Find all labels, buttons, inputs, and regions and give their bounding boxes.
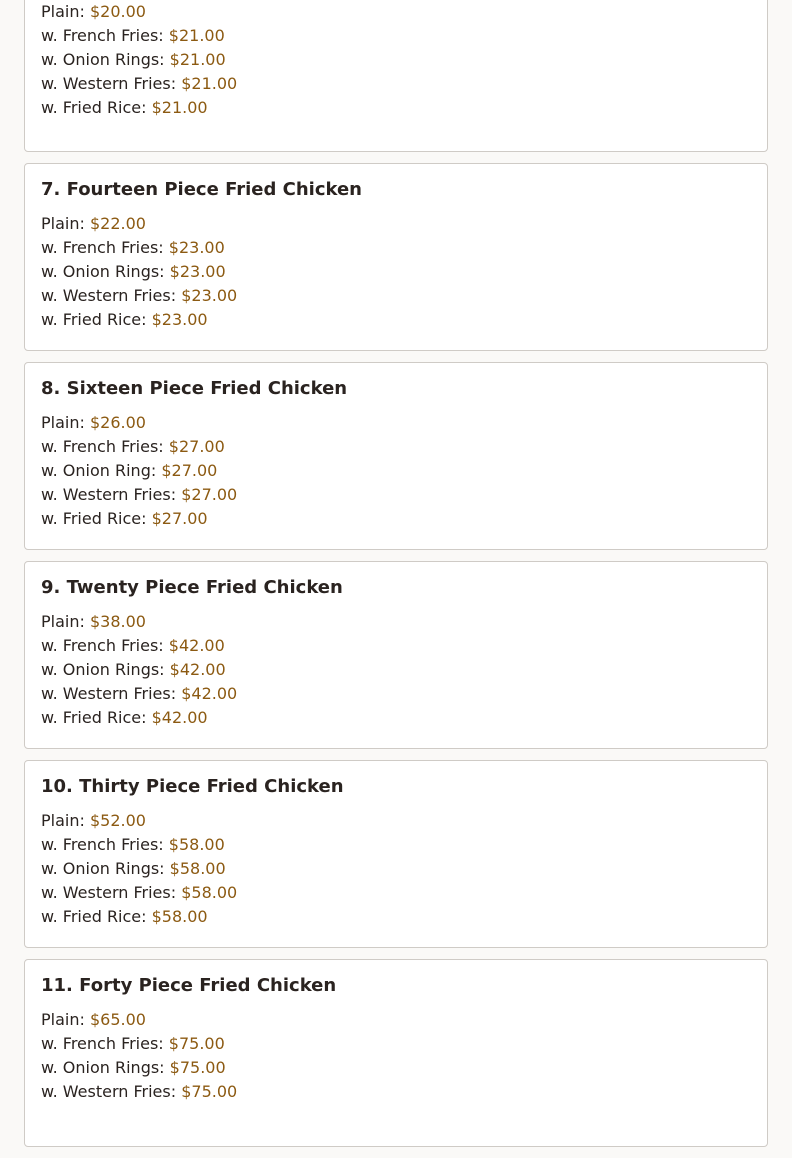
option-label: w. Western Fries: xyxy=(41,883,177,902)
option-label: Plain: xyxy=(41,1010,85,1029)
option-price: $58.00 xyxy=(168,835,225,854)
menu-option xyxy=(41,1032,751,1056)
menu-item-title: 9. Twenty Piece Fried Chicken xyxy=(41,577,343,598)
menu-option xyxy=(41,706,751,730)
menu-option xyxy=(41,72,751,96)
option-label: w. Fried Rice: xyxy=(41,907,147,926)
option-price: $42.00 xyxy=(151,708,208,727)
option-label: w. French Fries: xyxy=(41,835,164,854)
option-price: $38.00 xyxy=(89,612,146,631)
menu-option xyxy=(41,284,751,308)
option-label: Plain: xyxy=(41,214,85,233)
option-price: $23.00 xyxy=(181,286,238,305)
option-price: $42.00 xyxy=(169,660,226,679)
menu-option xyxy=(41,809,751,833)
option-price: $21.00 xyxy=(181,74,238,93)
option-price: $75.00 xyxy=(169,1058,226,1077)
menu-option xyxy=(41,260,751,284)
menu-option xyxy=(41,634,751,658)
option-price: $27.00 xyxy=(151,509,208,528)
option-price: $23.00 xyxy=(151,310,208,329)
option-price: $27.00 xyxy=(181,485,238,504)
option-price: $58.00 xyxy=(181,883,238,902)
menu-item-title: 11. Forty Piece Fried Chicken xyxy=(41,975,337,996)
menu-option xyxy=(41,1080,751,1104)
option-price: $27.00 xyxy=(161,461,218,480)
menu-item-card xyxy=(24,561,768,749)
option-label: w. French Fries: xyxy=(41,1034,164,1053)
menu-item-card xyxy=(24,163,768,351)
option-label: w. Western Fries: xyxy=(41,286,177,305)
option-label: w. French Fries: xyxy=(41,437,164,456)
option-price: $23.00 xyxy=(168,238,225,257)
menu-option xyxy=(41,507,751,531)
option-label: w. Onion Ring: xyxy=(41,461,157,480)
option-price: $58.00 xyxy=(151,907,208,926)
menu-option xyxy=(41,483,751,507)
option-label: w. French Fries: xyxy=(41,26,164,45)
option-label: w. Onion Rings: xyxy=(41,859,165,878)
option-label: w. Onion Rings: xyxy=(41,50,165,69)
option-label: w. Western Fries: xyxy=(41,485,177,504)
option-price: $26.00 xyxy=(89,413,146,432)
option-label: w. Western Fries: xyxy=(41,684,177,703)
option-label: w. Fried Rice: xyxy=(41,509,147,528)
menu-item-card xyxy=(24,362,768,550)
option-price: $21.00 xyxy=(168,26,225,45)
menu-option xyxy=(41,48,751,72)
menu-option xyxy=(41,1056,751,1080)
menu-option xyxy=(41,411,751,435)
option-label: w. Onion Rings: xyxy=(41,1058,165,1077)
menu-option xyxy=(41,96,751,120)
option-price: $65.00 xyxy=(89,1010,146,1029)
option-price: $23.00 xyxy=(169,262,226,281)
menu-option xyxy=(41,682,751,706)
option-label: Plain: xyxy=(41,2,85,21)
option-label: w. Onion Rings: xyxy=(41,262,165,281)
option-label: w. Fried Rice: xyxy=(41,310,147,329)
menu-item-title: 8. Sixteen Piece Fried Chicken xyxy=(41,378,348,399)
menu-option xyxy=(41,236,751,260)
option-price: $27.00 xyxy=(168,437,225,456)
menu-option xyxy=(41,881,751,905)
menu-option xyxy=(41,857,751,881)
option-price: $21.00 xyxy=(169,50,226,69)
menu-item-card xyxy=(24,760,768,948)
option-label: w. French Fries: xyxy=(41,238,164,257)
option-label: Plain: xyxy=(41,811,85,830)
option-label: Plain: xyxy=(41,413,85,432)
option-label: w. Fried Rice: xyxy=(41,708,147,727)
menu-option xyxy=(41,459,751,483)
menu-option xyxy=(41,905,751,929)
menu-option xyxy=(41,308,751,332)
option-price: $42.00 xyxy=(168,636,225,655)
menu-list xyxy=(24,0,768,1158)
menu-option xyxy=(41,24,751,48)
menu-item-card xyxy=(24,0,768,152)
menu-item-title: 7. Fourteen Piece Fried Chicken xyxy=(41,179,362,200)
option-price: $75.00 xyxy=(168,1034,225,1053)
option-price: $52.00 xyxy=(89,811,146,830)
menu-option xyxy=(41,658,751,682)
option-price: $21.00 xyxy=(151,98,208,117)
menu-option xyxy=(41,610,751,634)
option-price: $42.00 xyxy=(181,684,238,703)
menu-item-title: 10. Thirty Piece Fried Chicken xyxy=(41,776,344,797)
option-label: w. Western Fries: xyxy=(41,74,177,93)
option-price: $75.00 xyxy=(181,1082,238,1101)
option-price: $22.00 xyxy=(89,214,146,233)
option-price: $58.00 xyxy=(169,859,226,878)
menu-item-card xyxy=(24,959,768,1147)
option-label: w. Western Fries: xyxy=(41,1082,177,1101)
menu-option xyxy=(41,833,751,857)
option-price: $20.00 xyxy=(89,2,146,21)
menu-option xyxy=(41,0,751,24)
menu-option xyxy=(41,212,751,236)
menu-option xyxy=(41,435,751,459)
option-label: w. Fried Rice: xyxy=(41,98,147,117)
option-label: w. Onion Rings: xyxy=(41,660,165,679)
option-label: w. French Fries: xyxy=(41,636,164,655)
option-label: Plain: xyxy=(41,612,85,631)
menu-option xyxy=(41,1008,751,1032)
